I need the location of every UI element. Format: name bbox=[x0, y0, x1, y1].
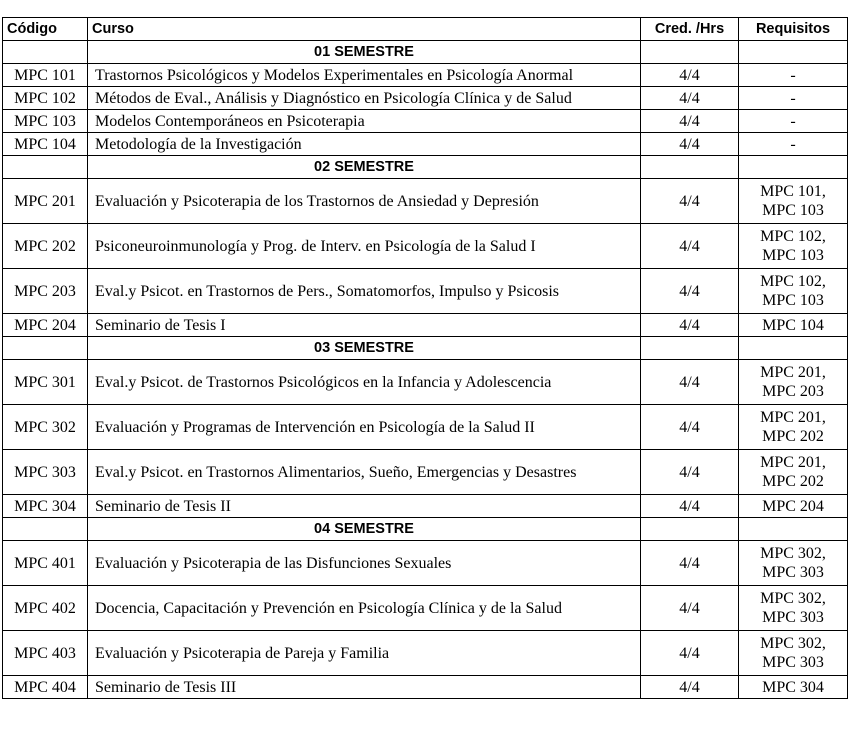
course-name: Seminario de Tesis II bbox=[88, 495, 641, 518]
course-row bbox=[3, 631, 848, 676]
course-row bbox=[3, 405, 848, 450]
course-row bbox=[3, 541, 848, 586]
course-code: MPC 104 bbox=[3, 133, 88, 156]
course-credits: 4/4 bbox=[641, 64, 739, 87]
course-code: MPC 302 bbox=[3, 405, 88, 450]
semester-empty-cell bbox=[739, 41, 848, 64]
requirement-item: MPC 202 bbox=[762, 428, 824, 445]
semester-row bbox=[3, 337, 848, 360]
course-credits: 4/4 bbox=[641, 110, 739, 133]
course-row bbox=[3, 224, 848, 269]
requirement-item: MPC 103 bbox=[762, 202, 824, 219]
course-requirements bbox=[739, 87, 848, 110]
course-code: MPC 204 bbox=[3, 314, 88, 337]
requirement-item: MPC 303 bbox=[762, 609, 824, 626]
semester-title: 02 SEMESTRE bbox=[88, 156, 641, 179]
course-row bbox=[3, 87, 848, 110]
table-header-row bbox=[3, 18, 848, 41]
course-requirements bbox=[739, 495, 848, 518]
header-requirements: Requisitos bbox=[739, 18, 848, 41]
course-credits: 4/4 bbox=[641, 314, 739, 337]
course-credits: 4/4 bbox=[641, 676, 739, 699]
requirement-item: MPC 201, bbox=[760, 454, 826, 471]
course-requirements bbox=[739, 224, 848, 269]
requirement-item: - bbox=[790, 89, 796, 107]
requirement-item: MPC 103 bbox=[762, 247, 824, 264]
requirement-item: - bbox=[790, 135, 796, 153]
requirement-item: MPC 201, bbox=[760, 364, 826, 381]
course-requirements bbox=[739, 586, 848, 631]
requirement-item: MPC 302, bbox=[760, 635, 826, 652]
course-name: Evaluación y Psicoterapia de las Disfunciones Sexuales bbox=[88, 541, 641, 586]
requirement-item: MPC 102, bbox=[760, 273, 826, 290]
course-credits: 4/4 bbox=[641, 133, 739, 156]
semester-title: 03 SEMESTRE bbox=[88, 337, 641, 360]
requirement-item: MPC 101, bbox=[760, 183, 826, 200]
semester-row bbox=[3, 156, 848, 179]
course-requirements bbox=[739, 314, 848, 337]
requirement-item: MPC 302, bbox=[760, 590, 826, 607]
semester-empty-cell bbox=[739, 337, 848, 360]
course-requirements bbox=[739, 179, 848, 224]
course-name: Psiconeuroinmunología y Prog. de Interv. en Psicología de la Salud I bbox=[88, 224, 641, 269]
course-code: MPC 404 bbox=[3, 676, 88, 699]
semester-empty-cell bbox=[641, 41, 739, 64]
requirement-item: MPC 102, bbox=[760, 228, 826, 245]
course-name: Eval.y Psicot. de Trastornos Psicológicos en la Infancia y Adolescencia bbox=[88, 360, 641, 405]
course-name: Evaluación y Psicoterapia de Pareja y Familia bbox=[88, 631, 641, 676]
semester-row bbox=[3, 518, 848, 541]
course-row bbox=[3, 179, 848, 224]
course-row bbox=[3, 110, 848, 133]
course-row bbox=[3, 64, 848, 87]
course-name: Eval.y Psicot. en Trastornos de Pers., Somatomorfos, Impulso y Psicosis bbox=[88, 269, 641, 314]
semester-empty-cell bbox=[739, 156, 848, 179]
course-code: MPC 101 bbox=[3, 64, 88, 87]
requirement-item: MPC 201, bbox=[760, 409, 826, 426]
header-credits: Cred. /Hrs bbox=[641, 18, 739, 41]
course-code: MPC 201 bbox=[3, 179, 88, 224]
requirement-item: MPC 103 bbox=[762, 292, 824, 309]
requirement-item: MPC 202 bbox=[762, 473, 824, 490]
course-credits: 4/4 bbox=[641, 405, 739, 450]
course-requirements bbox=[739, 676, 848, 699]
course-name: Seminario de Tesis I bbox=[88, 314, 641, 337]
requirement-item: MPC 304 bbox=[762, 678, 824, 696]
semester-empty-cell bbox=[641, 337, 739, 360]
course-code: MPC 301 bbox=[3, 360, 88, 405]
course-requirements bbox=[739, 631, 848, 676]
course-name: Docencia, Capacitación y Prevención en Psicología Clínica y de la Salud bbox=[88, 586, 641, 631]
course-code: MPC 102 bbox=[3, 87, 88, 110]
requirement-item: - bbox=[790, 66, 796, 84]
semester-empty-cell bbox=[3, 41, 88, 64]
course-requirements bbox=[739, 360, 848, 405]
course-row bbox=[3, 133, 848, 156]
table-body bbox=[3, 41, 848, 699]
semester-empty-cell bbox=[3, 156, 88, 179]
requirement-item: MPC 303 bbox=[762, 564, 824, 581]
course-credits: 4/4 bbox=[641, 495, 739, 518]
course-code: MPC 203 bbox=[3, 269, 88, 314]
course-name: Métodos de Eval., Análisis y Diagnóstico en Psicología Clínica y de Salud bbox=[88, 87, 641, 110]
header-code: Código bbox=[3, 18, 88, 41]
course-name: Eval.y Psicot. en Trastornos Alimentarios, Sueño, Emergencias y Desastres bbox=[88, 450, 641, 495]
requirement-item: MPC 303 bbox=[762, 654, 824, 671]
course-row bbox=[3, 450, 848, 495]
course-credits: 4/4 bbox=[641, 450, 739, 495]
semester-title: 01 SEMESTRE bbox=[88, 41, 641, 64]
course-name: Metodología de la Investigación bbox=[88, 133, 641, 156]
course-row bbox=[3, 495, 848, 518]
course-credits: 4/4 bbox=[641, 360, 739, 405]
course-credits: 4/4 bbox=[641, 179, 739, 224]
semester-empty-cell bbox=[641, 518, 739, 541]
header-course: Curso bbox=[88, 18, 641, 41]
requirement-item: MPC 204 bbox=[762, 497, 824, 515]
course-row bbox=[3, 586, 848, 631]
course-code: MPC 202 bbox=[3, 224, 88, 269]
requirement-item: - bbox=[790, 112, 796, 130]
course-credits: 4/4 bbox=[641, 586, 739, 631]
course-name: Modelos Contemporáneos en Psicoterapia bbox=[88, 110, 641, 133]
course-credits: 4/4 bbox=[641, 541, 739, 586]
course-code: MPC 402 bbox=[3, 586, 88, 631]
course-name: Trastornos Psicológicos y Modelos Experimentales en Psicología Anormal bbox=[88, 64, 641, 87]
course-requirements bbox=[739, 405, 848, 450]
course-credits: 4/4 bbox=[641, 269, 739, 314]
semester-title: 04 SEMESTRE bbox=[88, 518, 641, 541]
course-requirements bbox=[739, 64, 848, 87]
course-row bbox=[3, 676, 848, 699]
requirement-item: MPC 203 bbox=[762, 383, 824, 400]
course-requirements bbox=[739, 110, 848, 133]
course-code: MPC 103 bbox=[3, 110, 88, 133]
requirement-item: MPC 302, bbox=[760, 545, 826, 562]
course-row bbox=[3, 269, 848, 314]
course-requirements bbox=[739, 541, 848, 586]
semester-row bbox=[3, 41, 848, 64]
course-requirements bbox=[739, 269, 848, 314]
course-requirements bbox=[739, 133, 848, 156]
semester-empty-cell bbox=[739, 518, 848, 541]
course-requirements bbox=[739, 450, 848, 495]
course-name: Seminario de Tesis III bbox=[88, 676, 641, 699]
course-name: Evaluación y Programas de Intervención en Psicología de la Salud II bbox=[88, 405, 641, 450]
course-code: MPC 401 bbox=[3, 541, 88, 586]
requirement-item: MPC 104 bbox=[762, 316, 824, 334]
semester-empty-cell bbox=[3, 518, 88, 541]
semester-empty-cell bbox=[641, 156, 739, 179]
course-code: MPC 304 bbox=[3, 495, 88, 518]
course-credits: 4/4 bbox=[641, 631, 739, 676]
course-credits: 4/4 bbox=[641, 224, 739, 269]
curriculum-table bbox=[2, 17, 848, 699]
course-credits: 4/4 bbox=[641, 87, 739, 110]
course-row bbox=[3, 314, 848, 337]
course-code: MPC 303 bbox=[3, 450, 88, 495]
course-name: Evaluación y Psicoterapia de los Trastornos de Ansiedad y Depresión bbox=[88, 179, 641, 224]
course-code: MPC 403 bbox=[3, 631, 88, 676]
course-row bbox=[3, 360, 848, 405]
semester-empty-cell bbox=[3, 337, 88, 360]
